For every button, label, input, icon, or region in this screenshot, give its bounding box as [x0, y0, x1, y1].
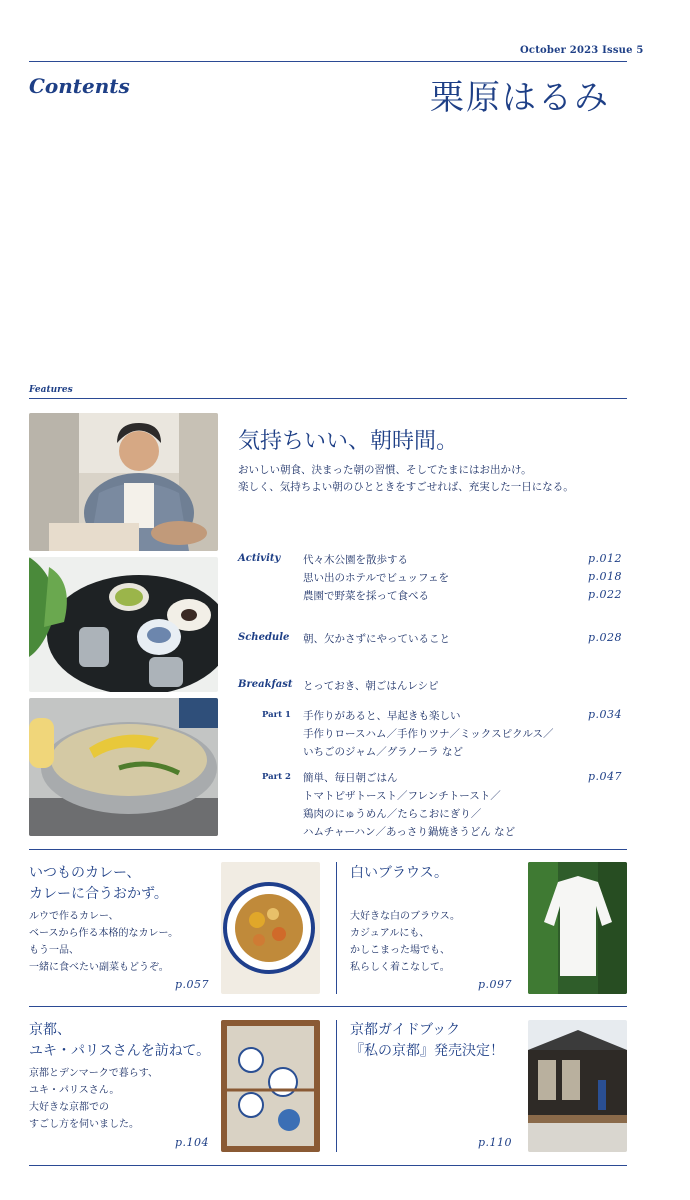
- article-divider: [336, 862, 337, 994]
- lead-desc-line: 楽しく、気持ちよい朝のひとときをすごせれば、充実した一日になる。: [238, 481, 574, 493]
- part-label: Part 2: [262, 772, 291, 782]
- section-label-breakfast: Breakfast: [238, 679, 293, 690]
- toc-item[interactable]: 思い出のホテルでビュッフェを: [303, 572, 449, 584]
- photo-pot-cooking: [29, 698, 218, 836]
- toc-page: p.018: [588, 570, 623, 583]
- lead-title: 気持ちいい、朝時間。: [238, 429, 459, 454]
- article-title-line: 京都ガイドブック: [350, 1022, 461, 1038]
- lead-desc-line: おいしい朝食、決まった朝の習慣、そしてたまにはお出かけ。: [238, 464, 532, 476]
- photo-tableware-cabinet: [221, 1020, 320, 1152]
- article-title-line: 『私の京都』発売決定！: [350, 1043, 504, 1059]
- features-label: Features: [29, 385, 73, 395]
- article-title-line: カレーに合うおかず。: [29, 886, 168, 902]
- header-rule: [29, 61, 627, 62]
- articles-rule-top: [29, 849, 627, 850]
- articles-rule-mid: [29, 1006, 627, 1007]
- article-title[interactable]: [29, 1020, 210, 1062]
- toc-item[interactable]: とっておき、朝ごはんレシピ: [303, 680, 439, 692]
- toc-item[interactable]: 手作りがあると、早起きも楽しい: [303, 710, 461, 722]
- toc-item[interactable]: 朝、欠かさずにやっていること: [303, 633, 450, 645]
- part-label: Part 1: [262, 710, 291, 720]
- toc-page: p.028: [588, 631, 623, 644]
- toc-page: p.034: [588, 708, 623, 721]
- toc-subline: 手作りロースハム／手作りツナ／ミックスピクルス／: [303, 728, 554, 740]
- article-title[interactable]: [350, 1020, 504, 1062]
- article-text: 大好きな白のブラウス。 カジュアルにも、 かしこまった場でも、 私らしく着こなして。: [350, 911, 460, 973]
- toc-page: p.022: [588, 588, 623, 601]
- article-title[interactable]: [29, 863, 168, 905]
- section-label-schedule: Schedule: [238, 632, 290, 643]
- toc-page: p.047: [588, 770, 623, 783]
- photo-tea-tray: [29, 557, 218, 692]
- toc-page: p.012: [588, 552, 623, 565]
- features-rule: [29, 398, 627, 399]
- article-title-line: ユキ・パリスさんを訪ねて。: [29, 1043, 211, 1059]
- toc-subline: ハムチャーハン／あっさり鍋焼きうどん など: [303, 826, 516, 838]
- brand-title: 栗原はるみ: [430, 78, 610, 118]
- photo-woman-breakfast: [29, 413, 218, 551]
- toc-subline: いちごのジャム／グラノーラ など: [303, 746, 463, 758]
- toc-item[interactable]: 農園で野菜を採って食べる: [303, 590, 429, 602]
- photo-curry-bowl: [221, 862, 320, 994]
- issue-label: October 2023 Issue 5: [520, 45, 644, 56]
- article-divider: [336, 1020, 337, 1152]
- toc-item[interactable]: 簡単、毎日朝ごはん: [303, 772, 398, 784]
- article-title-line: 白いブラウス。: [350, 865, 448, 881]
- articles-rule-bottom: [29, 1165, 627, 1166]
- toc-item[interactable]: 代々木公園を散歩する: [303, 554, 408, 566]
- photo-white-blouse: [528, 862, 627, 994]
- article-page: p.110: [478, 1136, 513, 1149]
- contents-title: Contents: [29, 74, 130, 98]
- article-text: 京都とデンマークで暮らす、 ユキ・パリスさん。 大好きな京都での すごし方を伺いました。: [29, 1068, 158, 1130]
- photo-kyoto-house: [528, 1020, 627, 1152]
- article-title[interactable]: [350, 863, 448, 884]
- article-title-line: いつものカレー、: [29, 865, 141, 881]
- article-page: p.057: [175, 978, 210, 991]
- article-title-line: 京都、: [29, 1022, 71, 1038]
- article-page: p.104: [175, 1136, 210, 1149]
- article-page: p.097: [478, 978, 513, 991]
- toc-subline: トマトピザトースト／フレンチトースト／: [303, 790, 501, 802]
- section-label-activity: Activity: [238, 553, 281, 564]
- article-text: ルウで作るカレー、 ベースから作る本格的なカレー。 もう一品、 一緒に食べたい副菜もどうぞ。: [29, 911, 179, 973]
- toc-subline: 鶏肉のにゅうめん／たらこおにぎり／: [303, 808, 482, 820]
